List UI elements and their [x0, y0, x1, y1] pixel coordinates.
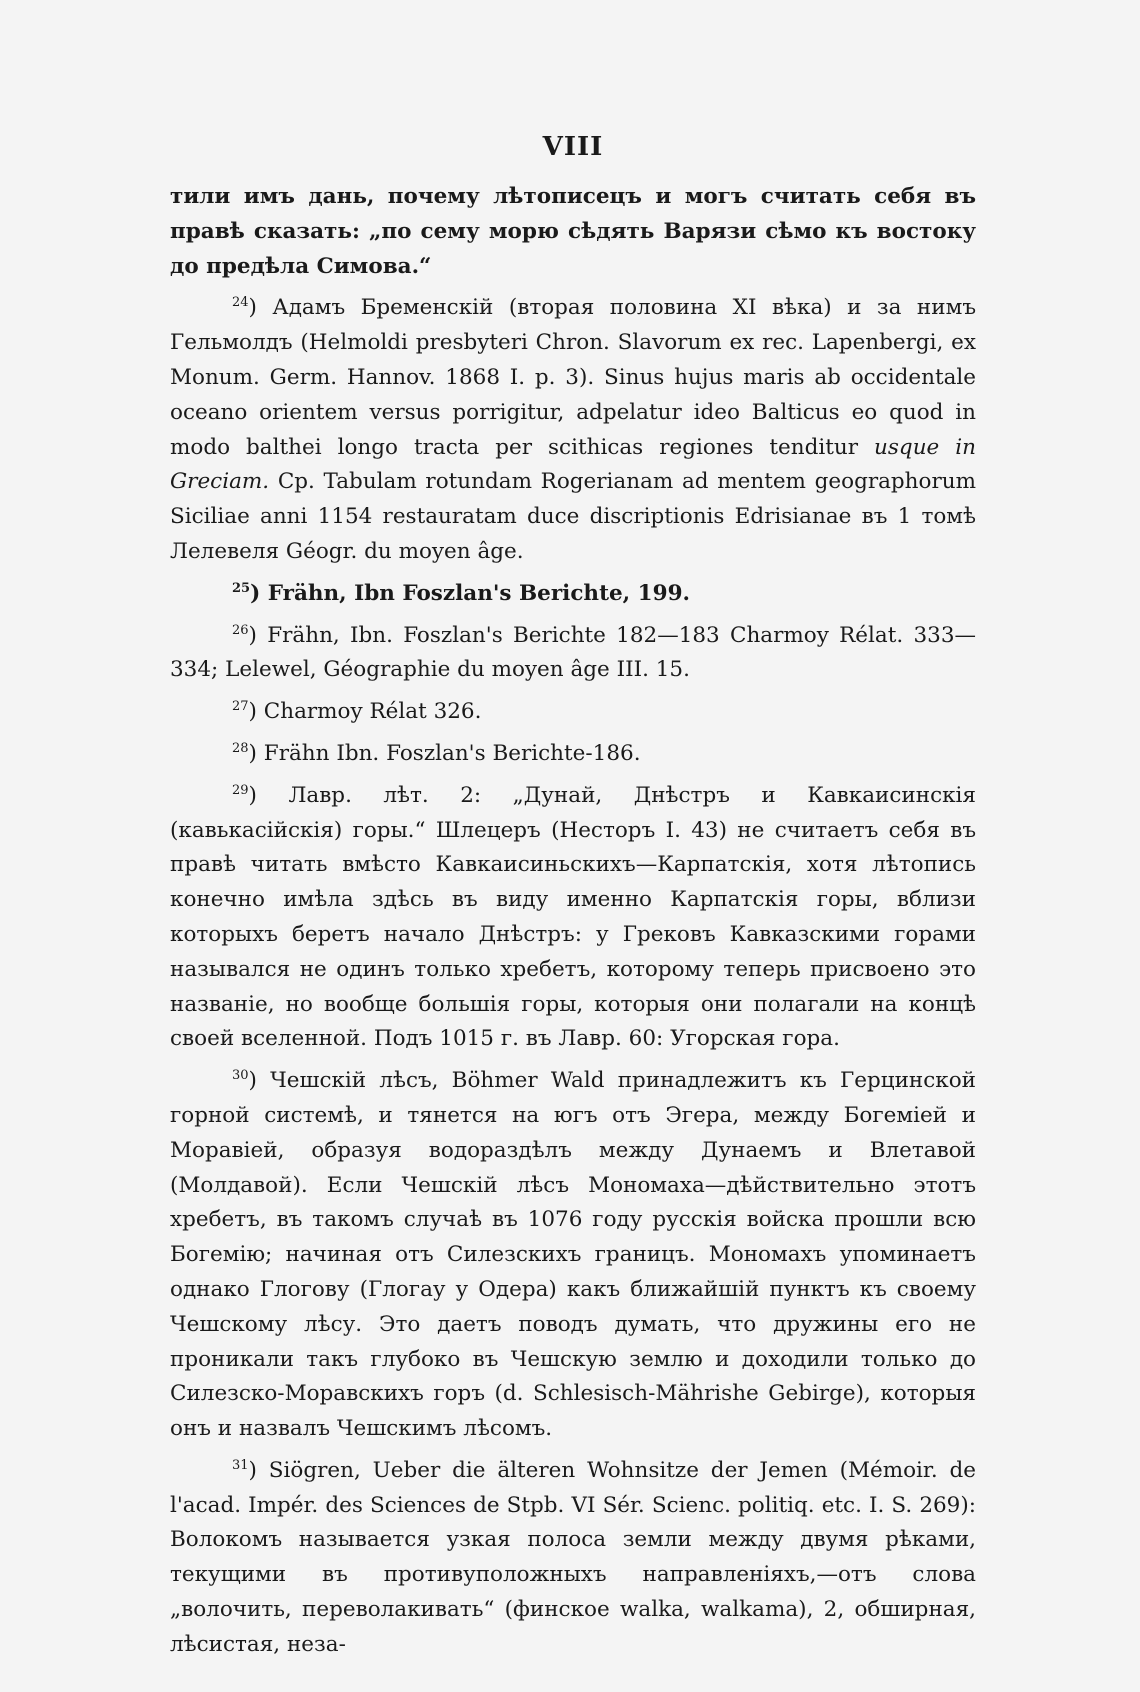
footnote-mark: 25 — [232, 580, 251, 596]
document-page — [170, 130, 976, 1670]
footnote-28: $^{28}$) Frähn Ibn. Foszlan's Berichte-186. — [232, 740, 641, 766]
footnote-text: Frähn, Ibn. Foszlan's Berichte 182—183 Charmoy Rélat. 333—334; Lelewel, Géographie du moyen âge III. 15. — [170, 622, 976, 683]
footnote-text: Адамъ Бременскій (вторая половина XI вѣка) и за нимъ Гельмолдъ (Helmoldi presbyteri Chron. Slavorum ex rec. Lapenbergi, ex Monum. Germ. Hannov. 1868 I. p. 3). Sinus hujus maris ab occidentale oceano orientem versus porrigitur, adpelatur ideo Balticus eo quod in modo balthei longo tracta per scithicas regiones tenditur — [170, 295, 976, 460]
footnote-text: Charmoy Rélat 326. — [263, 699, 482, 725]
footnote-mark: 29 — [232, 782, 249, 798]
page-number: VIII — [542, 132, 604, 162]
footnote-mark: 26 — [232, 622, 249, 638]
footnote-26: $^{26}$) Frähn, Ibn. Foszlan's Berichte 182—183 Charmoy Rélat. 333—334; Lelewel, Géographie du moyen âge III. 15. — [170, 622, 976, 683]
footnote-text: Frähn, Ibn Foszlan's Berichte, 199. — [267, 580, 691, 606]
footnote-mark: 24 — [232, 295, 249, 311]
footnote-text: Siögren, Ueber die älteren Wohnsitze der Jemen (Mémoir. de l'acad. Impér. des Sciences de Stpb. VI Sér. Scienc. politiq. etc. I. S. 269): Волокомъ называется узкая полоса земли между двумя рѣками, текущими въ противуположныхъ направленіяхъ,—отъ слова „волочить, переволакивать“ (финское walka, walkama), 2, обширная, лѣсистая, неза- — [170, 1457, 976, 1657]
footnote-31: $^{31}$) Siögren, Ueber die älteren Wohnsitze der Jemen (Mémoir. de l'acad. Impér. des Sciences de Stpb. VI Sér. Scienc. politiq. etc. I. S. 269): Волокомъ называется узкая полоса земли между двумя рѣками, текущими въ противуположныхъ направленіяхъ,—отъ слова „волочить, переволакивать“ (финское walka, walkama), 2, обширная, лѣсистая, неза- — [170, 1457, 976, 1657]
footnote-mark: 31 — [232, 1457, 249, 1473]
footnote-text: Лавр. лѣт. 2: „Дунай, Днѣстръ и Кавкаисинскія (кавькасійскія) горы.“ Шлецеръ (Несторъ I. 43) не считаетъ себя въ правѣ читать вмѣсто Кавкаисиньскихъ—Карпатскія, хотя лѣтопись конечно имѣла здѣсь въ виду именно Карпатскія горы, вблизи которыхъ беретъ начало Днѣстръ: у Грековъ Кавказскими горами назывался не одинъ только хребетъ, которому теперь присвоено это названіе, но вообще большія горы, которыя они полагали на концѣ своей вселенной. Подъ 1015 г. въ Лавр. 60: Угорская гора. — [170, 782, 976, 1052]
footnote-24: $^{24}$) Адамъ Бременскій (вторая половина XI вѣка) и за нимъ Гельмолдъ (Helmoldi presbyteri Chron. Slavorum ex rec. Lapenbergi, ex Monum. Germ. Hannov. 1868 I. p. 3). Sinus hujus maris ab occidentale oceano orientem versus porrigitur, adpelatur ideo Balticus eo quod in modo balthei longo tracta per scithicas regiones tenditur usque in Greciam. Cp. Tabulam rotundam Rogerianam ad mentem geographorum Siciliae anni 1154 restauratam duce discriptionis Edrisianae въ 1 томѣ Лелевеля Géogr. du moyen âge. — [170, 295, 976, 564]
footnote-27: $^{27}$) Charmoy Rélat 326. — [232, 699, 482, 725]
footnote-mark: 28 — [232, 740, 249, 756]
footnote-text: Frähn Ibn. Foszlan's Berichte-186. — [263, 740, 641, 766]
footnote-25: $^{25}$) Frähn, Ibn Foszlan's Berichte, 199. — [232, 580, 691, 606]
footnote-mark: 30 — [232, 1067, 249, 1083]
footnote-text: Чешскій лѣсъ, Böhmer Wald принадлежитъ къ Герцинской горной системѣ, и тянется на югъ отъ Эгера, между Богеміей и Моравіей, образуя водораздѣлъ между Дунаемъ и Влетавой (Молдавой). Если Чешскій лѣсъ Мономаха—дѣйствительно этотъ хребетъ, въ такомъ случаѣ въ 1076 году русскія войска прошли всю Богемію; начиная отъ Силезскихъ границъ. Мономахъ упоминаетъ однако Глогову (Глогау у Одера) какъ ближайшій пунктъ къ своему Чешскому лѣсу. Это даетъ поводъ думать, что дружины его не проникали такъ глубоко въ Чешскую землю и доходили только до Силезско-Моравскихъ горъ (d. Schlesisch-Mährishe Gebirge), которыя онъ и назвалъ Чешскимъ лѣсомъ. — [170, 1068, 976, 1442]
footnote-italic: usque in Greciam. — [170, 434, 976, 495]
footnote-mark: 27 — [232, 699, 249, 714]
footnote-30: $^{30}$) Чешскій лѣсъ, Böhmer Wald принадлежитъ къ Герцинской горной системѣ, и тянется на югъ отъ Эгера, между Богеміей и Моравіей, образуя водораздѣлъ между Дунаемъ и Влетавой (Молдавой). Если Чешскій лѣсъ Мономаха—дѣйствительно этотъ хребетъ, въ такомъ случаѣ въ 1076 году русскія войска прошли всю Богемію; начиная отъ Силезскихъ границъ. Мономахъ упоминаетъ однако Глогову (Глогау у Одера) какъ ближайшій пунктъ къ своему Чешскому лѣсу. Это даетъ поводъ думать, что дружины его не проникали такъ глубоко въ Чешскую землю и доходили только до Силезско-Моравскихъ горъ (d. Schlesisch-Mährishe Gebirge), которыя онъ и назвалъ Чешскимъ лѣсомъ. — [170, 1067, 976, 1442]
footnote-text-after: Cp. Tabulam rotundam Rogerianam ad mentem geographorum Siciliae anni 1154 restauratam duce discriptionis Edrisianae въ 1 томѣ Лелевеля Géogr. du moyen âge. — [170, 469, 976, 564]
continuation-paragraph: тили имъ дань, почему лѣтописецъ и могъ считать себя въ правѣ сказать: „по сему морю сѣдять Варязи сѣмо къ востоку до предѣла Симова.“ — [170, 184, 976, 279]
footnote-29: $^{29}$) Лавр. лѣт. 2: „Дунай, Днѣстръ и Кавкаисинскія (кавькасійскія) горы.“ Шлецеръ (Несторъ I. 43) не считаетъ себя въ правѣ читать вмѣсто Кавкаисиньскихъ—Карпатскія, хотя лѣтопись конечно имѣла здѣсь въ виду именно Карпатскія горы, вблизи которыхъ беретъ начало Днѣстръ: у Грековъ Кавказскими горами назывался не одинъ только хребетъ, которому теперь присвоено это названіе, но вообще большія горы, которыя они полагали на концѣ своей вселенной. Подъ 1015 г. въ Лавр. 60: Угорская гора. — [170, 782, 976, 1052]
